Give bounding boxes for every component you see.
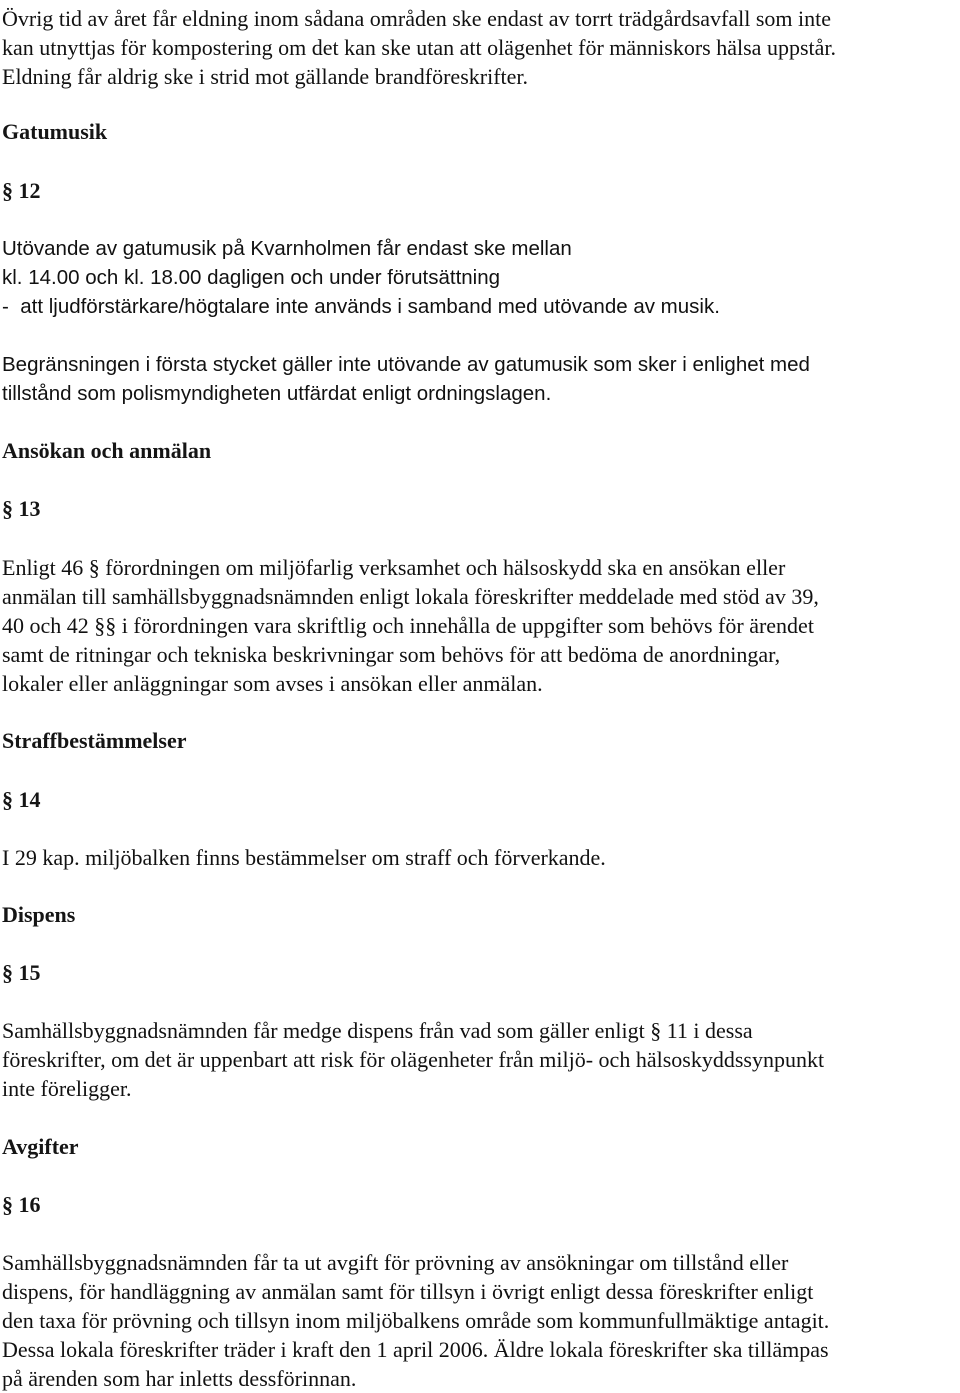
body-text-line: Begränsningen i första stycket gäller inte utövande av gatumusik som sker i enlighet med — [2, 353, 810, 376]
paragraph-number-12: § 12 — [2, 178, 41, 203]
body-text-line: samt de ritningar och tekniska beskrivningar som behövs för att bedöma de anordningar, — [2, 642, 781, 667]
body-text-line: Eldning får aldrig ske i strid mot gällande brandföreskrifter. — [2, 64, 529, 89]
body-text-line: Dessa lokala föreskrifter träder i kraft den 1 april 2006. Äldre lokala föreskrifter ska tillämpas — [2, 1337, 829, 1362]
paragraph-number-14: § 14 — [2, 787, 41, 812]
body-text-line: - att ljudförstärkare/högtalare inte används i samband med utövande av musik. — [2, 295, 720, 318]
section-heading-dispens: Dispens — [2, 902, 76, 927]
body-text-line: dispens, för handläggning av anmälan samt för tillsyn i övrigt enligt dessa föreskrifter enligt — [2, 1279, 814, 1304]
body-text-line: Enligt 46 § förordningen om miljöfarlig verksamhet och hälsoskydd ska en ansökan eller — [2, 555, 786, 580]
body-text-line: Samhällsbyggnadsnämnden får medge dispens från vad som gäller enligt § 11 i dessa — [2, 1018, 753, 1043]
body-text-line: Utövande av gatumusik på Kvarnholmen får endast ske mellan — [2, 237, 572, 260]
body-text-line: föreskrifter, om det är uppenbart att risk för olägenheter från miljö- och hälsoskyddssynpunkt — [2, 1047, 825, 1072]
section-heading-straffbestammelser: Straffbestämmelser — [2, 728, 187, 753]
body-text-line: anmälan till samhällsbyggnadsnämnden enligt lokala föreskrifter meddelade med stöd av 39, — [2, 584, 819, 609]
body-text-line: kl. 14.00 och kl. 18.00 dagligen och under förutsättning — [2, 266, 501, 289]
body-text-line: den taxa för prövning och tillsyn inom miljöbalkens område som kommunfullmäktige antagit. — [2, 1308, 830, 1333]
body-text-line: I 29 kap. miljöbalken finns bestämmelser om straff och förverkande. — [2, 845, 606, 870]
body-text-line: tillstånd som polismyndigheten utfärdat enligt ordningslagen. — [2, 382, 552, 405]
section-heading-avgifter: Avgifter — [2, 1134, 79, 1159]
section-heading-ansokan: Ansökan och anmälan — [2, 438, 212, 463]
paragraph-number-13: § 13 — [2, 496, 41, 521]
body-text-line: på ärenden som har inletts dessförinnan. — [2, 1366, 357, 1391]
section-heading-gatumusik: Gatumusik — [2, 119, 108, 144]
body-text-line: Övrig tid av året får eldning inom sådana områden ske endast av torrt trädgårdsavfall som inte — [2, 6, 832, 31]
body-text-line: kan utnyttjas för kompostering om det kan ske utan att olägenhet för människors hälsa uppstår. — [2, 35, 836, 60]
body-text-line: Samhällsbyggnadsnämnden får ta ut avgift för prövning av ansökningar om tillstånd eller — [2, 1250, 789, 1275]
body-text-line: 40 och 42 §§ i förordningen vara skriftlig och innehålla de uppgifter som behövs för ärendet — [2, 613, 814, 638]
body-text-line: lokaler eller anläggningar som avses i ansökan eller anmälan. — [2, 671, 543, 696]
body-text-line: inte föreligger. — [2, 1076, 132, 1101]
paragraph-number-16: § 16 — [2, 1192, 41, 1217]
paragraph-number-15: § 15 — [2, 960, 41, 985]
